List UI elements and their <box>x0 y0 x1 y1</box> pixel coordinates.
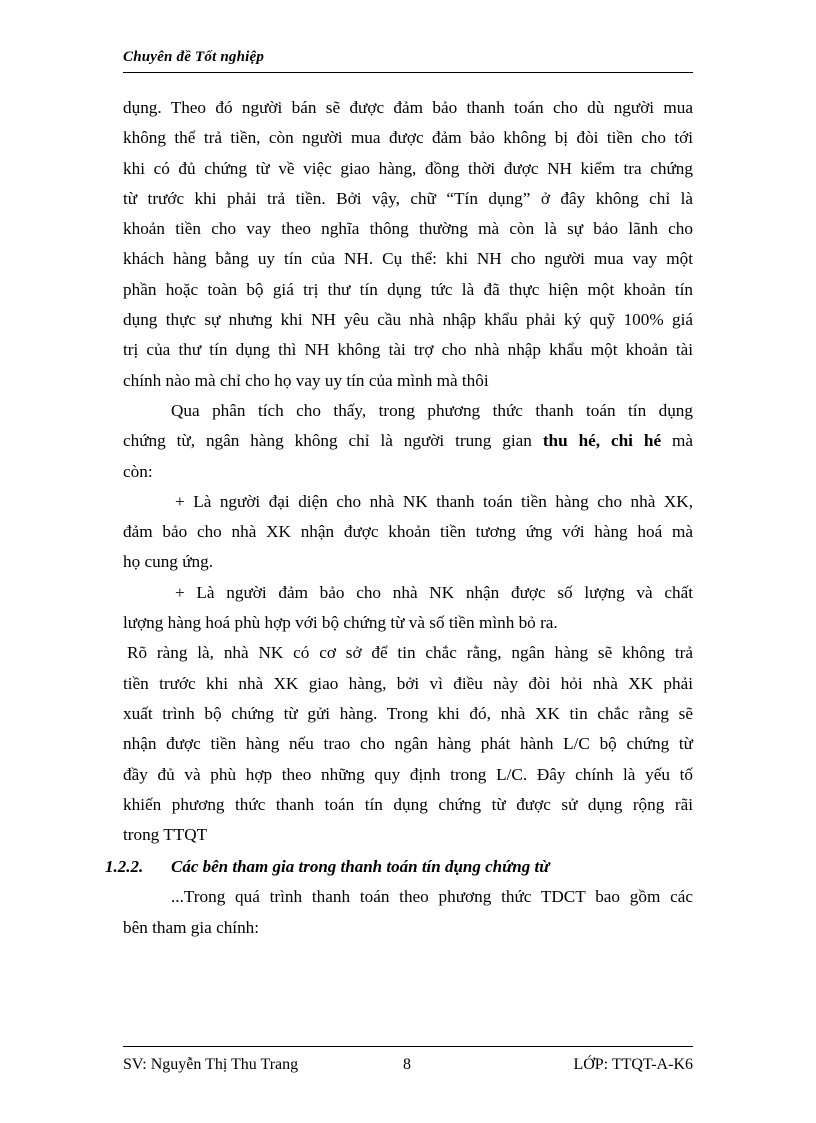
bold-term: thu hé, chi hé <box>542 431 662 451</box>
section-heading <box>105 852 693 882</box>
text-line: nhận được tiền hàng nếu trao cho ngân hàng phát hành L/C bộ chứng từ <box>123 734 693 754</box>
class-label: LỚP: TTQT-A-K6 <box>573 1056 693 1073</box>
paragraph-role-representative <box>123 487 693 578</box>
text-line: + Là người đảm bảo cho nhà NK nhận được số lượng và chất <box>175 582 693 602</box>
page-body <box>105 93 694 943</box>
text-line: dụng thực sự nhưng khi NH yêu cầu nhà nhập khẩu phải ký quỹ 100% giá <box>123 310 693 330</box>
text-line: chính nào mà chỉ cho họ vay uy tín của mình mà thôi <box>123 370 489 390</box>
text-line: khiến phương thức thanh toán tín dụng chứng từ được sử dụng rộng rãi <box>123 794 693 814</box>
text-line: trị của thư tín dụng thì NH không tài trợ cho nhà nhập khẩu một khoản tài <box>123 340 693 360</box>
page-header <box>123 49 693 66</box>
text-line: đảm bảo cho nhà XK nhận được khoản tiền tương ứng với hàng hoá mà <box>123 522 693 542</box>
text-line: ...Trong quá trình thanh toán theo phương thức TDCT bao gồm các <box>171 887 693 907</box>
student-name: SV: Nguyễn Thị Thu Trang <box>123 1056 299 1073</box>
text-line: dụng. Theo đó người bán sẽ được đảm bảo thanh toán cho dù người mua <box>123 98 693 117</box>
text-line: lượng hàng hoá phù hợp với bộ chứng từ và số tiền mình bỏ ra. <box>123 613 558 633</box>
text-line: họ cung ứng. <box>123 552 213 572</box>
text-line: Rõ ràng là, nhà NK có cơ sở để tin chắc rằng, ngân hàng sẽ không trả <box>127 643 693 663</box>
text-line: khi có đủ chứng từ về việc giao hàng, đồng thời được NH kiểm tra chứng <box>123 158 693 178</box>
text-line: xuất trình bộ chứng từ gửi hàng. Trong khi đó, nhà XK tin chắc rằng sẽ <box>123 703 693 723</box>
header-title: Chuyên đề Tốt nghiệp <box>123 49 265 65</box>
text-line: còn: <box>123 461 153 481</box>
text-line: khách hàng bằng uy tín của NH. Cụ thể: khi NH cho người mua vay một <box>123 249 693 269</box>
footer-rule <box>123 1046 693 1047</box>
text-line: Qua phân tích cho thấy, trong phương thức thanh toán tín dụng <box>171 400 693 420</box>
text-line: tiền trước khi nhà XK giao hàng, bởi vì điều này đòi hỏi nhà XK phải <box>123 673 693 693</box>
paragraph-credit-meaning <box>123 93 693 396</box>
paragraph-trust <box>123 638 693 850</box>
text-line <box>123 426 693 456</box>
text-line: khoản tiền cho vay theo nghĩa thông thường mà còn là sự bảo lãnh cho <box>123 219 693 239</box>
text-segment: mà <box>661 431 694 451</box>
text-segment: chứng từ, ngân hàng không chỉ là người trung gian <box>123 431 543 451</box>
section-title: Các bên tham gia trong thanh toán tín dụng chứng từ <box>171 857 550 877</box>
paragraph-role-guarantor <box>123 578 693 639</box>
paragraph-participants <box>123 882 693 943</box>
text-line: + Là người đại diện cho nhà NK thanh toán tiền hàng cho nhà XK, <box>175 491 693 511</box>
text-line: đầy đủ và phù hợp theo những quy định trong L/C. Đây chính là yếu tố <box>123 764 693 784</box>
section-number: 1.2.2. <box>105 857 144 877</box>
text-line: từ trước khi phải trả tiền. Bởi vậy, chữ “Tín dụng” ở đây không chỉ là <box>123 188 693 208</box>
text-line: không thể trả tiền, còn người mua được đảm bảo không bị đòi tiền cho tới <box>123 128 693 148</box>
header-rule <box>123 72 693 73</box>
paragraph-bank-role <box>123 396 693 487</box>
text-line: phần hoặc toàn bộ giá trị thư tín dụng tức là đã thực hiện một khoản tín <box>123 279 693 299</box>
text-line: bên tham gia chính: <box>123 917 260 937</box>
text-line: trong TTQT <box>123 825 208 845</box>
page-number: 8 <box>403 1056 411 1073</box>
